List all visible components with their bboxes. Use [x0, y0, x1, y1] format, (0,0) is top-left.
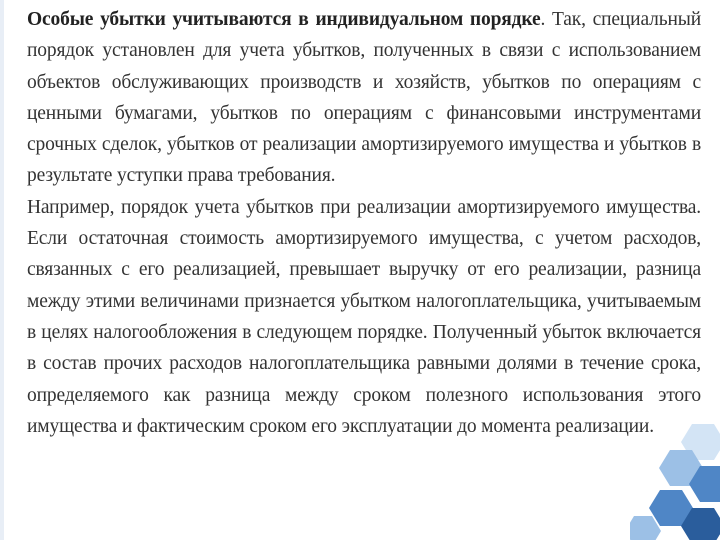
paragraph-1-text: . Так, специальный порядок установлен для учета убытков, полученных в связи с использованием объектов обслуживающих производств и хозяйств, убытков по операциям с ценными бумагами, убытков по операциям с финансовыми инструментами срочных сделок, убытков от реализации амортизируемого имущества и убытков в результате уступки права требования.: [27, 9, 701, 187]
document-body: [27, 4, 701, 442]
paragraph-1-lead: Особые убытки учитываются в индивидуальном порядке: [27, 9, 541, 30]
paragraph-1: [27, 4, 701, 192]
hexagon-pattern-icon: [630, 420, 720, 540]
left-edge-strip: [0, 0, 4, 540]
paragraph-2: Например, порядок учета убытков при реализации амортизируемого имущества. Если остаточная стоимость амортизируемого имущества, с учетом расходов, связанных с его реализацией, превышает выручку от его реализации, разница между этими величинами признается убытком налогоплательщика, учитываемым в целях налогообложения в следующем порядке. Полученный убыток включается в состав прочих расходов налогоплательщика равными долями в течение срока, определяемого как разница между сроком полезного использования этого имущества и фактическим сроком его эксплуатации до момента реализации.: [27, 196, 701, 437]
